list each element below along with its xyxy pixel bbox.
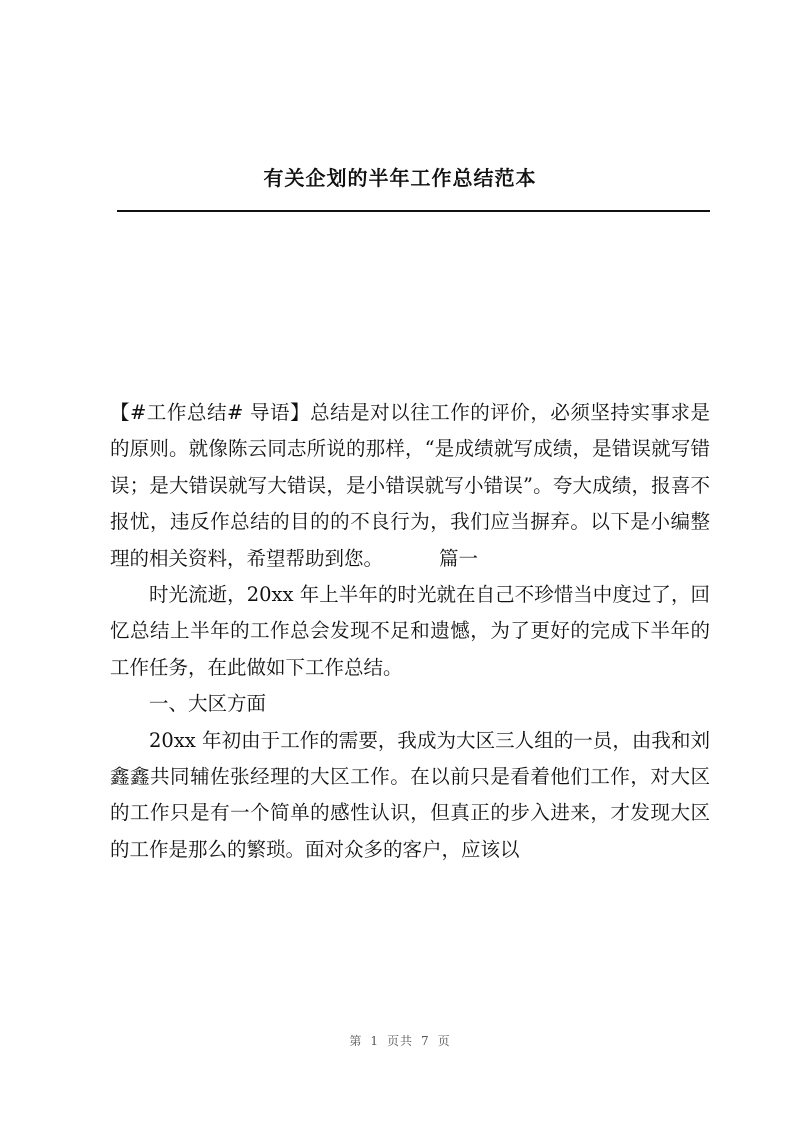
section-paragraph: 20xx 年初由于工作的需要，我成为大区三人组的一员，由我和刘鑫鑫共同辅佐张经理的大区工作。在以前只是看着他们工作，对大区的工作只是有一个简单的感性认识，但真正的步入进来，才发现大区的工作是那么的繁琐。面对众多的客户，应该以 [110,728,710,861]
footer-prefix: 第 [349,1034,363,1048]
title-divider [117,210,710,212]
section-heading: 一、大区方面 [149,692,267,716]
footer-total-pages: 7 [421,1034,430,1048]
footer-middle: 页共 [386,1034,413,1048]
intro-paragraph: 时光流逝，20xx 年上半年的时光就在自己不珍惜当中度过了，回忆总结上半年的工作总会发现不足和遗憾，为了更好的完成下半年的工作任务，在此做如下工作总结。 [110,583,710,679]
lead-paragraph [110,395,710,577]
footer-suffix: 页 [437,1034,451,1048]
page-title: 有关企划的半年工作总结范本 [263,166,537,190]
footer-current-page: 1 [370,1034,379,1048]
document-body [110,395,710,868]
lead-text: 【#工作总结# 导语】总结是对以往工作的评价，必须坚持实事求是的原则。就像陈云同志所说的那样，“是成绩就写成绩，是错误就写错误；是大错误就写大错误，是小错误就写小错误”。夸大成绩，报喜不报忧，违反作总结的目的的不良行为，我们应当摒弃。以下是小编整理的相关资料，希望帮助到您。 [110,401,710,570]
section-marker: 篇一 [439,546,479,570]
page-footer [0,1032,800,1049]
